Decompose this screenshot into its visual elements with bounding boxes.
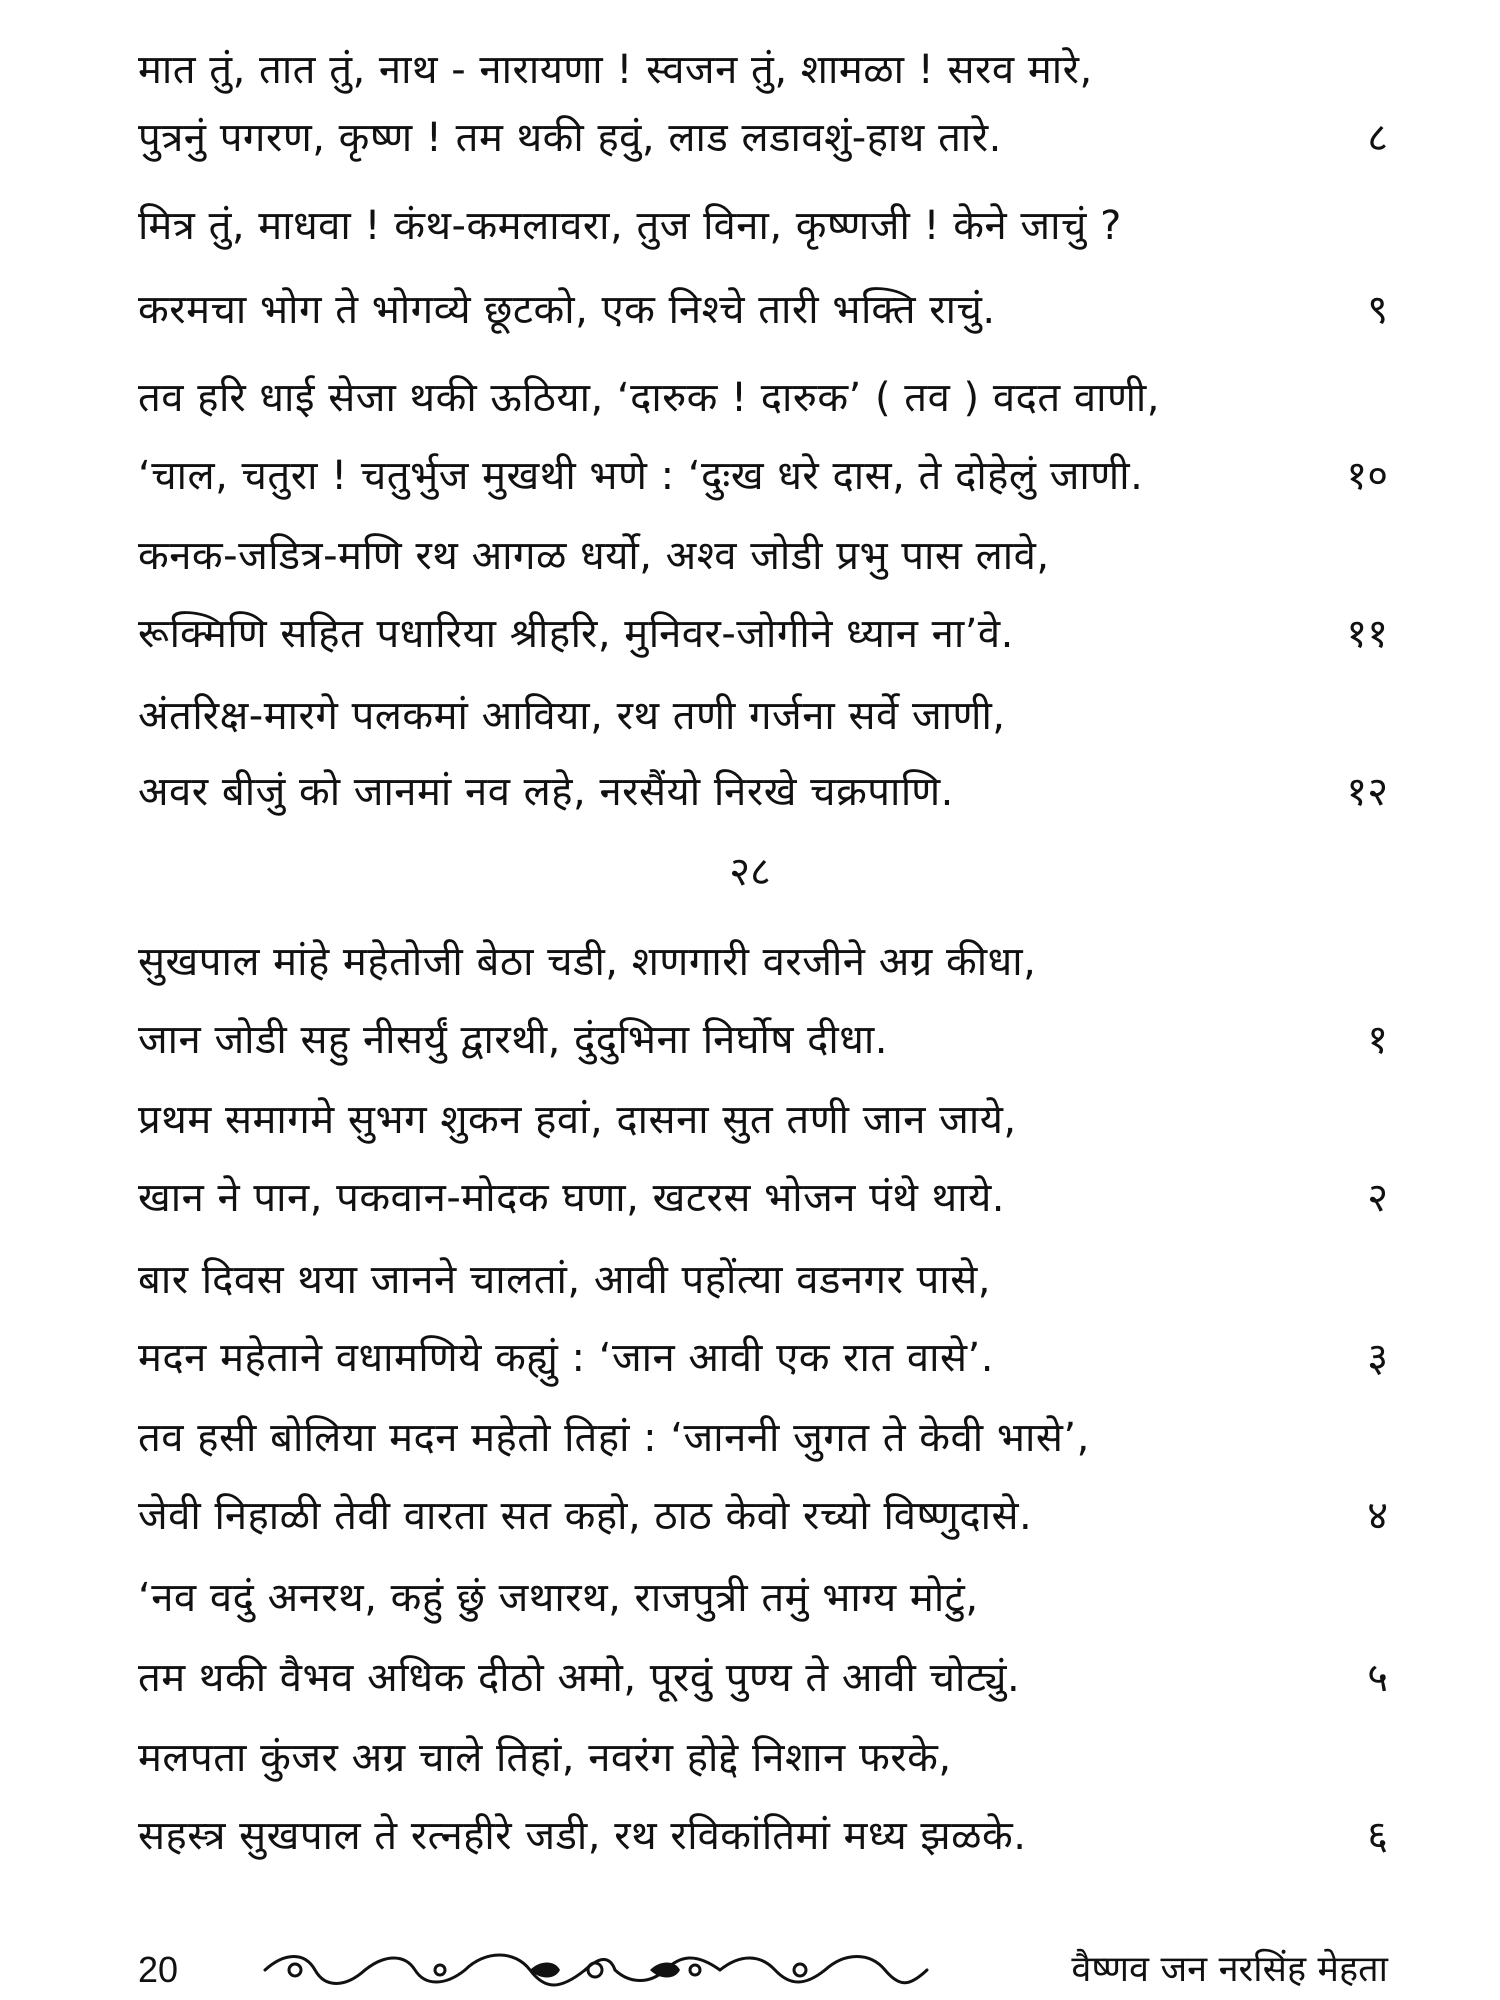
verse-line (138, 1090, 1388, 1150)
verse-number: २ (1367, 1175, 1388, 1221)
page-footer (0, 1940, 1500, 2000)
verse-number: ५ (1367, 1655, 1388, 1701)
verse-line (138, 1486, 1388, 1546)
verse-text: मित्र तुं, माधवा ! कंथ-कमलावरा, तुज विना, कृष्णजी ! केने जाचुं ? (138, 203, 1122, 249)
verse-line (138, 446, 1388, 506)
verse-line (138, 1648, 1388, 1708)
verse-text: करमचा भोग ते भोगव्ये छूटको, एक निश्चे तारी भक्ति राचुं. (138, 287, 996, 333)
verse-text: ‘नव वदुं अनरथ, कहुं छुं जथारथ, राजपुत्री तमुं भाग्य मोटुं, (138, 1575, 979, 1621)
verse-text: खान ने पान, पकवान-मोदक घणा, खटरस भोजन पंथे थाये. (138, 1175, 1005, 1221)
verse-line (138, 1728, 1388, 1788)
verse-text: ‘चाल, चतुरा ! चतुर्भुज मुखथी भणे : ‘दुःख धरे दास, ते दोहेलुं जाणी. (138, 453, 1144, 499)
verse-text: सुखपाल मांहे महेतोजी बेठा चडी, शणगारी वरजीने अग्र कीधा, (138, 939, 1037, 985)
verse-text: जेवी निहाळी तेवी वारता सत कहो, ठाठ केवो रच्यो विष्णुदासे. (138, 1493, 1033, 1539)
verse-line (138, 604, 1388, 664)
book-title: वैष्णव जन नरसिंह मेहता (1071, 1949, 1388, 1990)
verse-line (138, 762, 1388, 822)
verse-number: ३ (1367, 1335, 1388, 1381)
verse-line (138, 1568, 1388, 1628)
verse-text: प्रथम समागमे सुभग शुकन हवां, दासना सुत तणी जान जाये, (138, 1097, 1017, 1143)
verse-line (138, 1328, 1388, 1388)
verse-line (138, 1168, 1388, 1228)
verse-line (138, 196, 1388, 256)
verse-text: तव हसी बोलिया मदन महेतो तिहां : ‘जाननी जुगत ते केवी भासे’, (138, 1415, 1090, 1461)
verse-number: १२ (1346, 769, 1388, 815)
verse-number: ११ (1346, 611, 1388, 657)
verse-text: पुत्रनुं पगरण, कृष्ण ! तम थकी हवुं, लाड लडावशुं-हाथ तारे. (138, 115, 1002, 161)
verse-text: मदन महेताने वधामणिये कह्युं : ‘जान आवी एक रात वासे’. (138, 1335, 994, 1381)
verse-text: बार दिवस थया जानने चालतां, आवी पहोंत्या वडनगर पासे, (138, 1257, 991, 1303)
verse-text: रूक्मिणि सहित पधारिया श्रीहरि, मुनिवर-जोगीने ध्यान ना’वे. (138, 611, 1014, 657)
page-number: 20 (138, 1949, 179, 1990)
verse-text: मात तुं, तात तुं, नाथ - नारायणा ! स्वजन तुं, शामळा ! सरव मारे, (138, 47, 1093, 93)
verse-line (138, 1408, 1388, 1468)
verse-number: ६ (1367, 1813, 1388, 1859)
verse-line (138, 280, 1388, 340)
verse-number: १ (1367, 1017, 1388, 1063)
verse-text: सहस्त्र सुखपाल ते रत्नहीरे जडी, रथ रविकांतिमां मध्य झळके. (138, 1813, 1027, 1859)
verse-number: ४ (1367, 1493, 1388, 1539)
verse-text: अवर बीजुं को जानमां नव लहे, नरसैंयो निरखे चक्रपाणि. (138, 769, 954, 815)
verse-number: १० (1346, 453, 1388, 499)
verse-line (138, 368, 1388, 428)
verse-text: अंतरिक्ष-मारगे पलकमां आविया, रथ तणी गर्जना सर्वे जाणी, (138, 693, 1006, 739)
verse-line (138, 686, 1388, 746)
verse-line (138, 526, 1388, 586)
verse-text: तव हरि धाई सेजा थकी ऊठिया, ‘दारुक ! दारुक’ ( तव ) वदत वाणी, (138, 375, 1160, 421)
verse-number: ८ (1367, 115, 1388, 161)
verse-line (138, 1806, 1388, 1866)
verse-text: मलपता कुंजर अग्र चाले तिहां, नवरंग होद्दे निशान फरके, (138, 1735, 952, 1781)
verse-text: कनक-जडित्र-मणि रथ आगळ धर्यो, अश्व जोडी प्रभु पास लावे, (138, 533, 1050, 579)
verse-line (138, 1250, 1388, 1310)
floral-divider-icon (255, 1946, 935, 1994)
verse-line (138, 932, 1388, 992)
verse-text: जान जोडी सहु नीसर्युं द्वारथी, दुंदुभिना निर्घोष दीधा. (138, 1017, 888, 1063)
verse-text: तम थकी वैभव अधिक दीठो अमो, पूरवुं पुण्य ते आवी चोट्युं. (138, 1655, 1021, 1701)
verse-line (138, 40, 1388, 100)
verse-line (138, 108, 1388, 168)
verse-number: ९ (1367, 287, 1388, 333)
verse-line (138, 1010, 1388, 1070)
section-heading: २८ (729, 849, 771, 895)
